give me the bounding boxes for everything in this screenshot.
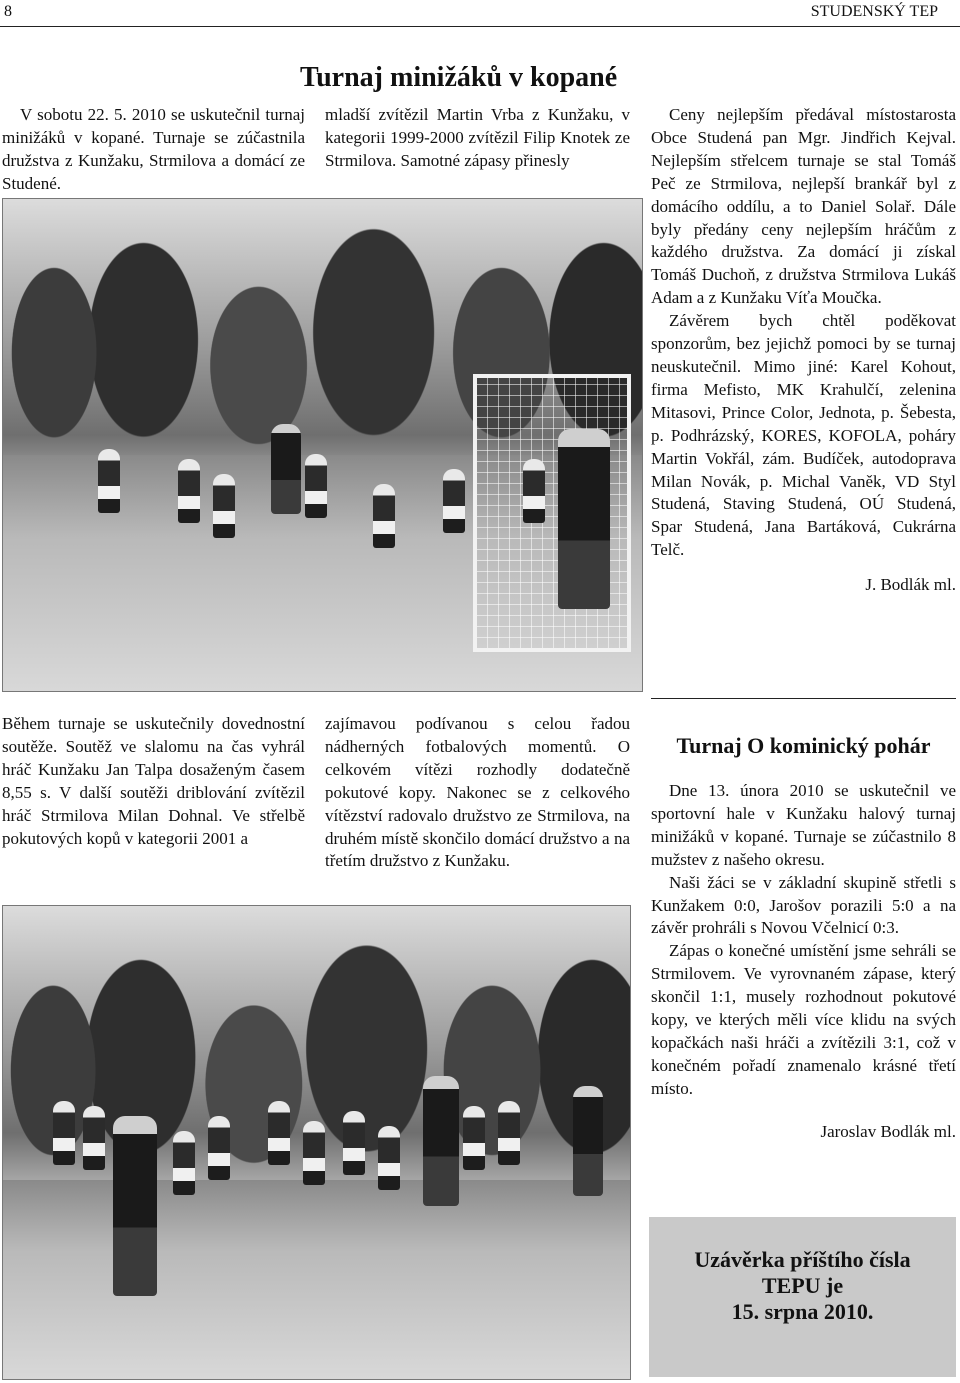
- publication-name: STUDENSKÝ TEP: [810, 3, 938, 20]
- photo-player: [208, 1116, 230, 1180]
- deadline-line-1: Uzávěrka příštího čísla: [694, 1247, 911, 1272]
- photo-player: [83, 1106, 105, 1170]
- paragraph: zajímavou podívanou s celou řadou nádherných fotbalových momentů. O celkovém vítězi rozhodly dodatečně pokutové kopy. Nakonec se z celkového vítězství radovalo družstvo ze Strmilova, na druhém místě skončilo domácí družstvo a na třetím družstvo z Kunžaku.: [325, 714, 630, 871]
- paragraph: Během turnaje se uskutečnily dovednostní soutěže. Soutěž ve slalomu na čas vyhrál hráč Kunžaku Jan Talpa dosaženým časem 8,55 s. V další soutěži driblování zvítězil hráč Strmilova Milan Dohnal. Ve střelbě pokutových kopů v kategorii 2001 a: [2, 714, 305, 848]
- photo-player: [268, 1101, 290, 1165]
- tournament-photo: [2, 198, 643, 692]
- paragraph: Zápas o konečné umístění jsme sehráli se Strmilovem. Ve vyrovnaném zápase, který skončil 1:1, musely rozhodnout pokutové kopy, ve kterých měli více klidu na svých kopačkách naši hráči a zvítězili 3:1, což v konečném pořadí znamenalo krásné třetí místo.: [651, 941, 956, 1098]
- photo-player: [303, 1121, 325, 1185]
- article-title: Turnaj minižáků v kopané: [300, 62, 618, 93]
- photo-player: [53, 1101, 75, 1165]
- paragraph: Dne 13. února 2010 se uskutečnil ve sportovní hale v Kunžaku halový turnaj minižáků v kopané. Turnaje se zúčastnilo 8 mužstev z našeho okresu.: [651, 781, 956, 869]
- article-column-1: [2, 104, 305, 196]
- author-signature: Jaroslav Bodlák ml.: [820, 1121, 956, 1141]
- paragraph: Ceny nejlepším předával místostarosta Obce Studená pan Mgr. Jindřich Kejval. Nejlepším střelcem turnaje se stal Tomáš Peč ze Strmilova, nejlepší brankář byl z domácího oddílu, a to Daniel Solař. Dále byly předány ceny nejlepším hráčům z každého družstva. Za domácí ji získal Tomáš Duchoň, z družstva Strmilova Lukáš Adam a z Kunžaku Víťa Moučka.: [651, 105, 956, 308]
- photo-player: [343, 1111, 365, 1175]
- article2-title: Turnaj O kominický pohár: [676, 733, 931, 758]
- photo-adult: [271, 424, 301, 514]
- article-column-5: [325, 713, 630, 873]
- photo-referee: [558, 429, 610, 609]
- photo-player: [178, 459, 200, 523]
- deadline-line-2: TEPU je: [761, 1273, 844, 1298]
- team-photo: [2, 905, 631, 1380]
- photo-field: [3, 1180, 630, 1379]
- photo-player: [523, 459, 545, 523]
- photo-player-front: [113, 1116, 157, 1296]
- photo-player: [98, 449, 120, 513]
- photo-player: [173, 1131, 195, 1195]
- author-signature: J. Bodlák ml.: [865, 575, 956, 595]
- photo-player: [305, 454, 327, 518]
- article-column-4: [2, 713, 305, 850]
- page-number: 8: [4, 3, 12, 20]
- article-column-2: [325, 104, 630, 173]
- header-rule: [0, 26, 960, 27]
- photo-adult: [423, 1076, 459, 1206]
- photo-player: [378, 1126, 400, 1190]
- paragraph: mladší zvítězil Martin Vrba z Kunžaku, v kategorii 1999-2000 zvítězil Filip Knotek ze Strmilova. Samotné zápasy přinesly: [325, 105, 630, 170]
- photo-player: [213, 474, 235, 538]
- photo-player: [443, 469, 465, 533]
- deadline-box: [649, 1217, 956, 1377]
- photo-adult: [573, 1086, 603, 1196]
- photo-player: [373, 484, 395, 548]
- photo-player: [498, 1101, 520, 1165]
- paragraph: Naši žáci se v základní skupině střetli s Kunžakem 0:0, Jarošov porazili 5:0 a na závěr prohráli s Novou Včelnicí 0:3.: [651, 872, 956, 938]
- section-rule: [651, 698, 956, 699]
- photo-player: [463, 1106, 485, 1170]
- paragraph: Závěrem bych chtěl poděkovat sponzorům, bez jejichž pomoci by se turnaj neuskutečnil. Mimo jiné: Karel Kohout, firma Mefisto, MK Krahulčí, zelenina Mitasovi, Prince Color, Jednota, p. Šebesta, p. Podhrázský, KORES, KOFOLA, poháry Martin Vokřál, zám. Budíček, autodoprava Milan Novák, p. Michal Vaněk, VD Styl Studená, Staving Studená, OÚ Studená, Spar Studená, Jana Bartáková, Cukrárna Telč.: [651, 311, 956, 560]
- deadline-line-3: 15. srpna 2010.: [731, 1299, 874, 1324]
- paragraph: V sobotu 22. 5. 2010 se uskutečnil turnaj minižáků v kopané. Turnaje se zúčastnila družstva z Kunžaku, Strmilova a domácí ze Studené.: [2, 105, 305, 193]
- article-column-3: [651, 104, 956, 597]
- article2-body: [651, 780, 956, 1144]
